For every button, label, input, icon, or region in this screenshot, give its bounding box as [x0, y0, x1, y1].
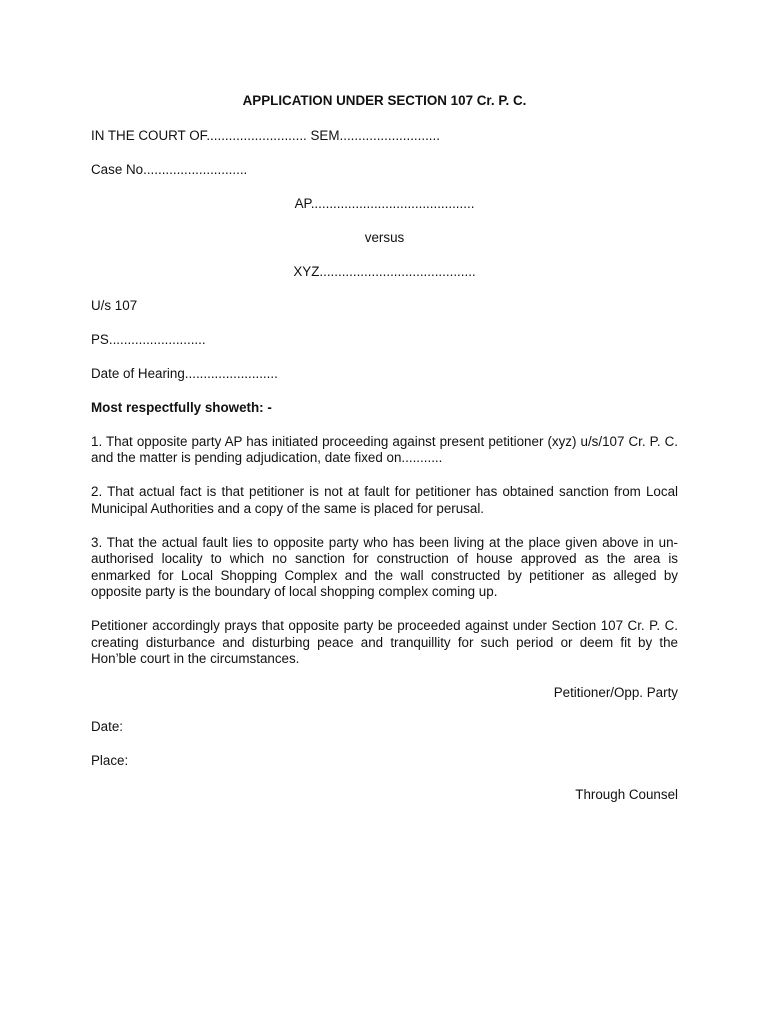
police-station-line: PS.......................... [91, 331, 206, 347]
prayer-paragraph: Petitioner accordingly prays that opposite party be proceeded against under Section 107 Cr. P. C. creating disturbance and disturbing peace and tranquillity for such period or deem fit by the Hon’ble court in the circumstances. [91, 618, 678, 666]
document-page [91, 93, 678, 804]
showeth-heading: Most respectfully showeth: - [91, 399, 272, 415]
place-label: Place: [91, 753, 129, 768]
ap-party-line: AP............................................ [294, 195, 475, 211]
signature-party: Petitioner/Opp. Party [553, 685, 678, 700]
paragraph-1: 1. That opposite party AP has initiated proceeding against present petitioner (xyz) u/s/107 Cr. P. C. and the matter is pending adjudication, date fixed on........... [91, 433, 678, 465]
paragraph-2: 2. That actual fact is that petitioner is not at fault for petitioner has obtained sanction from Local Municipal Authorities and a copy of the same is placed for perusal. [91, 484, 678, 516]
date-label: Date: [91, 719, 124, 734]
document-title: APPLICATION UNDER SECTION 107 Cr. P. C. [242, 93, 527, 108]
section-line: U/s 107 [91, 297, 138, 313]
versus-text: versus [364, 229, 405, 245]
paragraph-3: 3. That the actual fault lies to opposite party who has been living at the place given above in un-authorised locality to which no sanction for construction of house approved as the area is enmarked for Local Shopping Complex and the wall constructed by petitioner as alleged by opposite party is the boundary of local shopping complex coming up. [91, 534, 678, 599]
xyz-party-line: XYZ.......................................... [293, 263, 476, 279]
counsel-signature: Through Counsel [575, 787, 678, 802]
case-number-line: Case No............................ [91, 161, 248, 177]
hearing-date-line: Date of Hearing......................... [91, 365, 278, 381]
court-line: IN THE COURT OF........................... SEM........................... [91, 127, 440, 143]
